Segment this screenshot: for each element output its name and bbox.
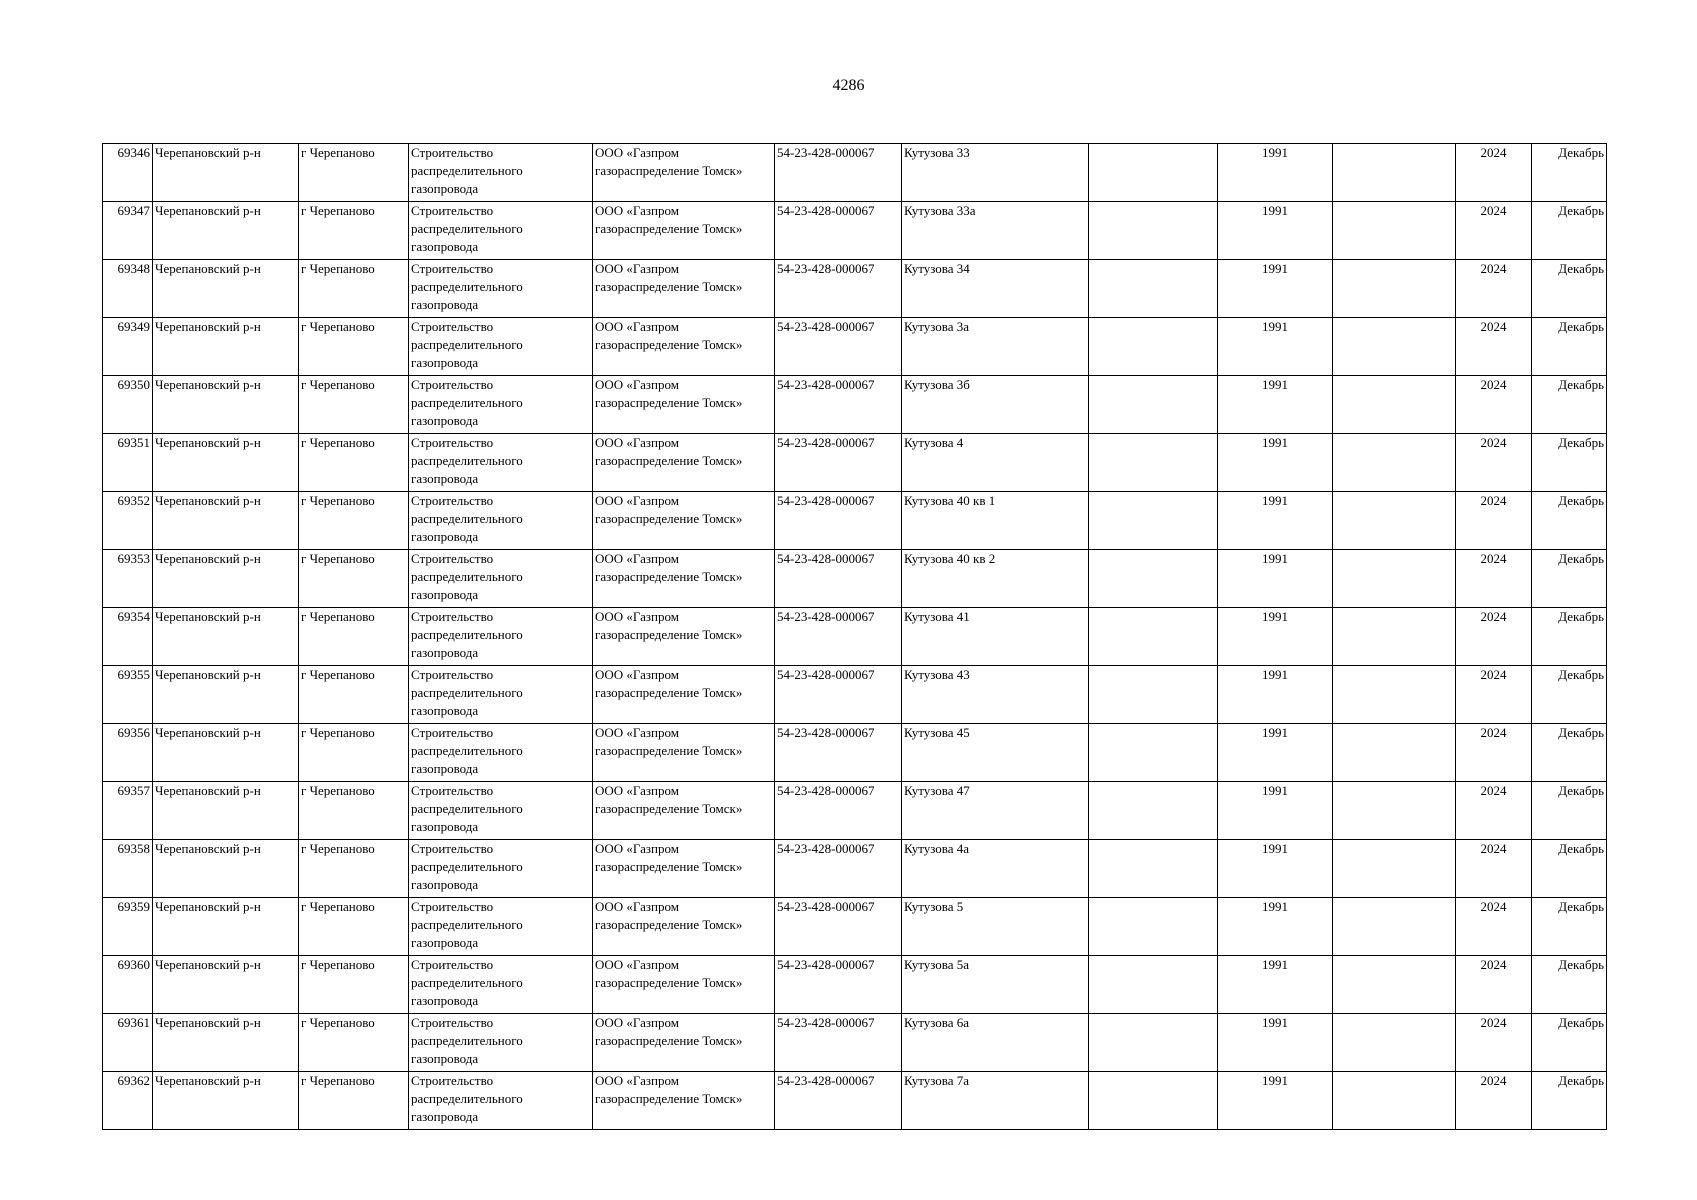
cell-number: 69362 bbox=[103, 1072, 153, 1130]
table-row bbox=[103, 434, 1607, 492]
cell-empty bbox=[1089, 782, 1218, 840]
cell-organization: ООО «Газпром газораспределение Томск» bbox=[593, 1072, 775, 1130]
cell-year-built: 1991 bbox=[1218, 1014, 1333, 1072]
table-row bbox=[103, 898, 1607, 956]
cell-number: 69354 bbox=[103, 608, 153, 666]
cell-organization: ООО «Газпром газораспределение Томск» bbox=[593, 260, 775, 318]
cell-organization: ООО «Газпром газораспределение Томск» bbox=[593, 318, 775, 376]
cell-year-built: 1991 bbox=[1218, 144, 1333, 202]
cell-locality: г Черепаново bbox=[299, 376, 409, 434]
cell-object-code: 54-23-428-000067 bbox=[775, 898, 902, 956]
cell-district: Черепановский р-н bbox=[153, 608, 299, 666]
cell-organization: ООО «Газпром газораспределение Томск» bbox=[593, 898, 775, 956]
cell-locality: г Черепаново bbox=[299, 260, 409, 318]
cell-empty bbox=[1089, 318, 1218, 376]
cell-address: Кутузова 33 bbox=[902, 144, 1089, 202]
table-row bbox=[103, 1014, 1607, 1072]
cell-address: Кутузова 3а bbox=[902, 318, 1089, 376]
cell-work-type: Строительство распределительного газопровода bbox=[409, 260, 593, 318]
cell-empty bbox=[1333, 724, 1456, 782]
cell-year-planned: 2024 bbox=[1456, 202, 1532, 260]
cell-organization: ООО «Газпром газораспределение Томск» bbox=[593, 376, 775, 434]
cell-organization: ООО «Газпром газораспределение Томск» bbox=[593, 550, 775, 608]
cell-year-built: 1991 bbox=[1218, 840, 1333, 898]
cell-address: Кутузова 47 bbox=[902, 782, 1089, 840]
cell-empty bbox=[1333, 376, 1456, 434]
cell-object-code: 54-23-428-000067 bbox=[775, 724, 902, 782]
cell-district: Черепановский р-н bbox=[153, 724, 299, 782]
cell-empty bbox=[1333, 608, 1456, 666]
page-number: 4286 bbox=[832, 77, 865, 94]
cell-year-built: 1991 bbox=[1218, 260, 1333, 318]
cell-empty bbox=[1089, 898, 1218, 956]
cell-year-planned: 2024 bbox=[1456, 550, 1532, 608]
cell-object-code: 54-23-428-000067 bbox=[775, 144, 902, 202]
cell-organization: ООО «Газпром газораспределение Томск» bbox=[593, 492, 775, 550]
cell-address: Кутузова 41 bbox=[902, 608, 1089, 666]
cell-empty bbox=[1089, 1072, 1218, 1130]
cell-district: Черепановский р-н bbox=[153, 260, 299, 318]
cell-organization: ООО «Газпром газораспределение Томск» bbox=[593, 840, 775, 898]
cell-month: Декабрь bbox=[1532, 1072, 1607, 1130]
cell-year-built: 1991 bbox=[1218, 550, 1333, 608]
cell-year-built: 1991 bbox=[1218, 666, 1333, 724]
cell-locality: г Черепаново bbox=[299, 492, 409, 550]
table-row bbox=[103, 260, 1607, 318]
cell-empty bbox=[1333, 144, 1456, 202]
cell-year-planned: 2024 bbox=[1456, 376, 1532, 434]
cell-locality: г Черепаново bbox=[299, 434, 409, 492]
cell-address: Кутузова 6а bbox=[902, 1014, 1089, 1072]
cell-object-code: 54-23-428-000067 bbox=[775, 318, 902, 376]
table-row bbox=[103, 840, 1607, 898]
cell-year-built: 1991 bbox=[1218, 376, 1333, 434]
cell-empty bbox=[1333, 1072, 1456, 1130]
cell-year-planned: 2024 bbox=[1456, 1072, 1532, 1130]
cell-number: 69348 bbox=[103, 260, 153, 318]
cell-number: 69346 bbox=[103, 144, 153, 202]
cell-month: Декабрь bbox=[1532, 202, 1607, 260]
cell-object-code: 54-23-428-000067 bbox=[775, 260, 902, 318]
cell-object-code: 54-23-428-000067 bbox=[775, 666, 902, 724]
cell-year-built: 1991 bbox=[1218, 956, 1333, 1014]
cell-address: Кутузова 3б bbox=[902, 376, 1089, 434]
cell-year-planned: 2024 bbox=[1456, 724, 1532, 782]
cell-month: Декабрь bbox=[1532, 666, 1607, 724]
cell-month: Декабрь bbox=[1532, 898, 1607, 956]
cell-locality: г Черепаново bbox=[299, 202, 409, 260]
cell-locality: г Черепаново bbox=[299, 724, 409, 782]
table-row bbox=[103, 608, 1607, 666]
cell-organization: ООО «Газпром газораспределение Томск» bbox=[593, 608, 775, 666]
cell-month: Декабрь bbox=[1532, 376, 1607, 434]
cell-empty bbox=[1089, 376, 1218, 434]
cell-address: Кутузова 40 кв 1 bbox=[902, 492, 1089, 550]
cell-empty bbox=[1333, 434, 1456, 492]
cell-number: 69352 bbox=[103, 492, 153, 550]
cell-object-code: 54-23-428-000067 bbox=[775, 1014, 902, 1072]
cell-locality: г Черепаново bbox=[299, 1072, 409, 1130]
cell-empty bbox=[1333, 782, 1456, 840]
table-row bbox=[103, 202, 1607, 260]
cell-organization: ООО «Газпром газораспределение Томск» bbox=[593, 666, 775, 724]
table-row bbox=[103, 666, 1607, 724]
cell-number: 69360 bbox=[103, 956, 153, 1014]
cell-district: Черепановский р-н bbox=[153, 550, 299, 608]
cell-organization: ООО «Газпром газораспределение Томск» bbox=[593, 434, 775, 492]
cell-empty bbox=[1333, 1014, 1456, 1072]
cell-month: Декабрь bbox=[1532, 260, 1607, 318]
cell-address: Кутузова 45 bbox=[902, 724, 1089, 782]
cell-year-built: 1991 bbox=[1218, 492, 1333, 550]
cell-year-planned: 2024 bbox=[1456, 666, 1532, 724]
cell-work-type: Строительство распределительного газопровода bbox=[409, 1014, 593, 1072]
cell-month: Декабрь bbox=[1532, 840, 1607, 898]
cell-object-code: 54-23-428-000067 bbox=[775, 840, 902, 898]
cell-district: Черепановский р-н bbox=[153, 1072, 299, 1130]
cell-work-type: Строительство распределительного газопровода bbox=[409, 376, 593, 434]
cell-district: Черепановский р-н bbox=[153, 144, 299, 202]
cell-empty bbox=[1089, 144, 1218, 202]
cell-month: Декабрь bbox=[1532, 492, 1607, 550]
cell-work-type: Строительство распределительного газопровода bbox=[409, 898, 593, 956]
cell-year-planned: 2024 bbox=[1456, 492, 1532, 550]
cell-month: Декабрь bbox=[1532, 434, 1607, 492]
cell-locality: г Черепаново bbox=[299, 898, 409, 956]
cell-object-code: 54-23-428-000067 bbox=[775, 1072, 902, 1130]
cell-month: Декабрь bbox=[1532, 608, 1607, 666]
cell-district: Черепановский р-н bbox=[153, 666, 299, 724]
cell-empty bbox=[1333, 956, 1456, 1014]
cell-work-type: Строительство распределительного газопровода bbox=[409, 144, 593, 202]
cell-district: Черепановский р-н bbox=[153, 434, 299, 492]
cell-object-code: 54-23-428-000067 bbox=[775, 956, 902, 1014]
cell-address: Кутузова 7а bbox=[902, 1072, 1089, 1130]
cell-month: Декабрь bbox=[1532, 956, 1607, 1014]
cell-empty bbox=[1333, 550, 1456, 608]
cell-number: 69356 bbox=[103, 724, 153, 782]
cell-year-planned: 2024 bbox=[1456, 434, 1532, 492]
cell-district: Черепановский р-н bbox=[153, 376, 299, 434]
cell-object-code: 54-23-428-000067 bbox=[775, 434, 902, 492]
cell-object-code: 54-23-428-000067 bbox=[775, 550, 902, 608]
cell-district: Черепановский р-н bbox=[153, 492, 299, 550]
cell-number: 69358 bbox=[103, 840, 153, 898]
table-row bbox=[103, 492, 1607, 550]
table-row bbox=[103, 144, 1607, 202]
cell-work-type: Строительство распределительного газопровода bbox=[409, 608, 593, 666]
cell-number: 69351 bbox=[103, 434, 153, 492]
cell-locality: г Черепаново bbox=[299, 144, 409, 202]
cell-organization: ООО «Газпром газораспределение Томск» bbox=[593, 782, 775, 840]
cell-locality: г Черепаново bbox=[299, 318, 409, 376]
cell-empty bbox=[1089, 724, 1218, 782]
cell-address: Кутузова 4 bbox=[902, 434, 1089, 492]
cell-work-type: Строительство распределительного газопровода bbox=[409, 318, 593, 376]
cell-work-type: Строительство распределительного газопровода bbox=[409, 434, 593, 492]
cell-empty bbox=[1333, 318, 1456, 376]
cell-organization: ООО «Газпром газораспределение Томск» bbox=[593, 956, 775, 1014]
cell-locality: г Черепаново bbox=[299, 956, 409, 1014]
cell-address: Кутузова 43 bbox=[902, 666, 1089, 724]
cell-year-built: 1991 bbox=[1218, 898, 1333, 956]
cell-district: Черепановский р-н bbox=[153, 956, 299, 1014]
cell-year-built: 1991 bbox=[1218, 724, 1333, 782]
cell-object-code: 54-23-428-000067 bbox=[775, 782, 902, 840]
cell-year-planned: 2024 bbox=[1456, 608, 1532, 666]
cell-locality: г Черепаново bbox=[299, 550, 409, 608]
cell-work-type: Строительство распределительного газопровода bbox=[409, 724, 593, 782]
cell-address: Кутузова 40 кв 2 bbox=[902, 550, 1089, 608]
table-body bbox=[103, 144, 1607, 1130]
cell-address: Кутузова 5а bbox=[902, 956, 1089, 1014]
cell-district: Черепановский р-н bbox=[153, 202, 299, 260]
cell-object-code: 54-23-428-000067 bbox=[775, 202, 902, 260]
cell-year-built: 1991 bbox=[1218, 202, 1333, 260]
table-row bbox=[103, 724, 1607, 782]
table-row bbox=[103, 376, 1607, 434]
cell-address: Кутузова 4а bbox=[902, 840, 1089, 898]
table-row bbox=[103, 782, 1607, 840]
cell-year-built: 1991 bbox=[1218, 782, 1333, 840]
cell-organization: ООО «Газпром газораспределение Томск» bbox=[593, 202, 775, 260]
table-row bbox=[103, 550, 1607, 608]
cell-object-code: 54-23-428-000067 bbox=[775, 492, 902, 550]
cell-month: Декабрь bbox=[1532, 782, 1607, 840]
cell-year-built: 1991 bbox=[1218, 608, 1333, 666]
cell-work-type: Строительство распределительного газопровода bbox=[409, 492, 593, 550]
cell-number: 69350 bbox=[103, 376, 153, 434]
cell-empty bbox=[1089, 260, 1218, 318]
cell-empty bbox=[1333, 840, 1456, 898]
cell-year-planned: 2024 bbox=[1456, 260, 1532, 318]
cell-number: 69361 bbox=[103, 1014, 153, 1072]
cell-object-code: 54-23-428-000067 bbox=[775, 608, 902, 666]
cell-address: Кутузова 5 bbox=[902, 898, 1089, 956]
cell-locality: г Черепаново bbox=[299, 782, 409, 840]
cell-district: Черепановский р-н bbox=[153, 318, 299, 376]
cell-locality: г Черепаново bbox=[299, 1014, 409, 1072]
cell-number: 69349 bbox=[103, 318, 153, 376]
cell-work-type: Строительство распределительного газопровода bbox=[409, 956, 593, 1014]
cell-locality: г Черепаново bbox=[299, 666, 409, 724]
cell-empty bbox=[1089, 492, 1218, 550]
cell-empty bbox=[1333, 202, 1456, 260]
cell-work-type: Строительство распределительного газопровода bbox=[409, 1072, 593, 1130]
cell-work-type: Строительство распределительного газопровода bbox=[409, 666, 593, 724]
cell-empty bbox=[1089, 956, 1218, 1014]
cell-empty bbox=[1089, 1014, 1218, 1072]
cell-organization: ООО «Газпром газораспределение Томск» bbox=[593, 724, 775, 782]
cell-empty bbox=[1333, 666, 1456, 724]
cell-empty bbox=[1089, 434, 1218, 492]
cell-month: Декабрь bbox=[1532, 318, 1607, 376]
cell-month: Декабрь bbox=[1532, 550, 1607, 608]
cell-empty bbox=[1089, 608, 1218, 666]
cell-year-planned: 2024 bbox=[1456, 144, 1532, 202]
cell-organization: ООО «Газпром газораспределение Томск» bbox=[593, 1014, 775, 1072]
cell-year-built: 1991 bbox=[1218, 318, 1333, 376]
register-table bbox=[102, 143, 1607, 1130]
cell-work-type: Строительство распределительного газопровода bbox=[409, 840, 593, 898]
cell-work-type: Строительство распределительного газопровода bbox=[409, 202, 593, 260]
cell-empty bbox=[1333, 492, 1456, 550]
cell-number: 69353 bbox=[103, 550, 153, 608]
cell-year-planned: 2024 bbox=[1456, 898, 1532, 956]
cell-district: Черепановский р-н bbox=[153, 1014, 299, 1072]
cell-district: Черепановский р-н bbox=[153, 840, 299, 898]
cell-empty bbox=[1089, 666, 1218, 724]
cell-locality: г Черепаново bbox=[299, 608, 409, 666]
cell-district: Черепановский р-н bbox=[153, 898, 299, 956]
cell-work-type: Строительство распределительного газопровода bbox=[409, 550, 593, 608]
cell-number: 69357 bbox=[103, 782, 153, 840]
cell-month: Декабрь bbox=[1532, 144, 1607, 202]
cell-year-planned: 2024 bbox=[1456, 840, 1532, 898]
cell-address: Кутузова 33а bbox=[902, 202, 1089, 260]
cell-empty bbox=[1089, 202, 1218, 260]
cell-object-code: 54-23-428-000067 bbox=[775, 376, 902, 434]
cell-empty bbox=[1333, 898, 1456, 956]
cell-address: Кутузова 34 bbox=[902, 260, 1089, 318]
cell-number: 69359 bbox=[103, 898, 153, 956]
cell-year-planned: 2024 bbox=[1456, 1014, 1532, 1072]
cell-number: 69355 bbox=[103, 666, 153, 724]
cell-year-planned: 2024 bbox=[1456, 318, 1532, 376]
cell-month: Декабрь bbox=[1532, 1014, 1607, 1072]
cell-number: 69347 bbox=[103, 202, 153, 260]
table-row bbox=[103, 956, 1607, 1014]
cell-year-built: 1991 bbox=[1218, 1072, 1333, 1130]
cell-year-built: 1991 bbox=[1218, 434, 1333, 492]
cell-empty bbox=[1089, 550, 1218, 608]
cell-year-planned: 2024 bbox=[1456, 782, 1532, 840]
cell-organization: ООО «Газпром газораспределение Томск» bbox=[593, 144, 775, 202]
table-row bbox=[103, 1072, 1607, 1130]
cell-work-type: Строительство распределительного газопровода bbox=[409, 782, 593, 840]
cell-empty bbox=[1333, 260, 1456, 318]
cell-empty bbox=[1089, 840, 1218, 898]
table-row bbox=[103, 318, 1607, 376]
cell-locality: г Черепаново bbox=[299, 840, 409, 898]
cell-month: Декабрь bbox=[1532, 724, 1607, 782]
cell-district: Черепановский р-н bbox=[153, 782, 299, 840]
cell-year-planned: 2024 bbox=[1456, 956, 1532, 1014]
